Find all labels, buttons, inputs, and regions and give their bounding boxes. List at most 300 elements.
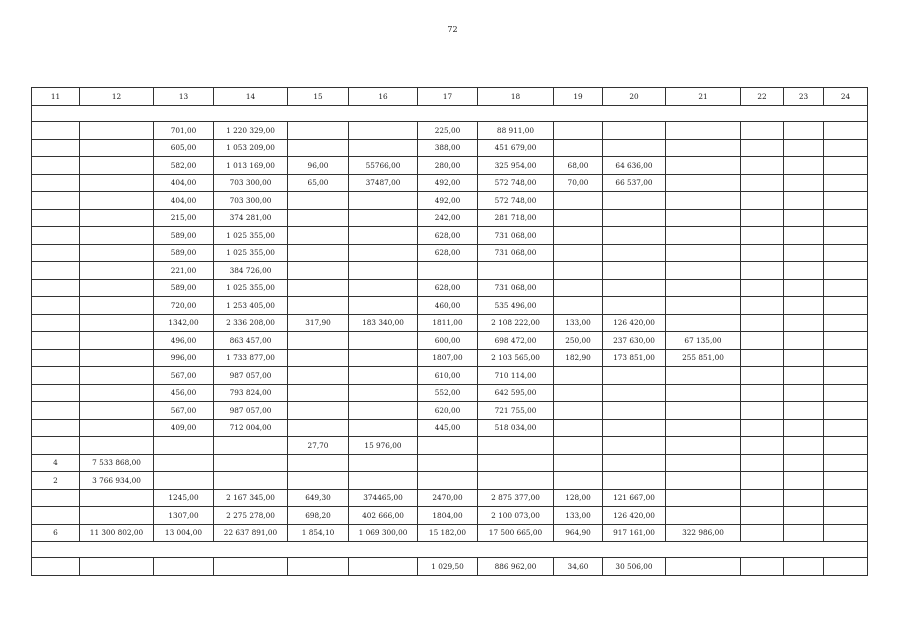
table-cell (32, 122, 80, 140)
table-cell (666, 227, 741, 245)
table-cell (741, 419, 784, 437)
table-cell: 535 496,00 (478, 297, 554, 315)
table-cell (784, 367, 824, 385)
table-cell (349, 279, 418, 297)
table-cell (824, 122, 868, 140)
table-cell: 863 457,00 (214, 332, 288, 350)
table-cell: 133,00 (554, 507, 603, 525)
table-cell: 225,00 (418, 122, 478, 140)
table-cell: 66 537,00 (603, 174, 666, 192)
table-cell: 720,00 (154, 297, 214, 315)
table-cell: 987 057,00 (214, 367, 288, 385)
table-cell (666, 507, 741, 525)
table-cell: 7 533 868,00 (80, 454, 154, 472)
table-cell: 22 637 891,00 (214, 524, 288, 542)
table-cell: 64 636,00 (603, 157, 666, 175)
table-cell: 2 875 377,00 (478, 489, 554, 507)
table-cell (824, 174, 868, 192)
table-cell (666, 279, 741, 297)
table-cell: 1 069 300,00 (349, 524, 418, 542)
table-cell: 1 854,10 (288, 524, 349, 542)
table-cell (288, 122, 349, 140)
table-cell (288, 367, 349, 385)
table-cell: 567,00 (154, 367, 214, 385)
table-cell: 600,00 (418, 332, 478, 350)
table-cell (349, 558, 418, 576)
table-cell (741, 297, 784, 315)
table-cell: 582,00 (154, 157, 214, 175)
column-header: 17 (418, 88, 478, 106)
table-cell: 173 851,00 (603, 349, 666, 367)
table-cell: 1 025 355,00 (214, 244, 288, 262)
table-cell (784, 209, 824, 227)
column-header: 21 (666, 88, 741, 106)
blank-cell (32, 106, 868, 122)
table-cell (154, 472, 214, 490)
table-cell (288, 297, 349, 315)
table-cell: 281 718,00 (478, 209, 554, 227)
table-cell (288, 419, 349, 437)
table-cell: 2 100 073,00 (478, 507, 554, 525)
table-cell (32, 157, 80, 175)
table-cell (824, 472, 868, 490)
table-cell (784, 122, 824, 140)
table-cell (478, 262, 554, 280)
table-row (32, 174, 868, 192)
table-cell (32, 489, 80, 507)
table-cell (32, 314, 80, 332)
table-cell: 698,20 (288, 507, 349, 525)
table-cell (80, 384, 154, 402)
table-cell (32, 227, 80, 245)
table-cell: 126 420,00 (603, 314, 666, 332)
table-cell (80, 157, 154, 175)
table-cell (288, 227, 349, 245)
column-header: 22 (741, 88, 784, 106)
table-cell: 126 420,00 (603, 507, 666, 525)
table-cell: 642 595,00 (478, 384, 554, 402)
table-cell (32, 367, 80, 385)
table-cell (418, 437, 478, 455)
table-cell (80, 507, 154, 525)
table-cell (824, 437, 868, 455)
table-cell: 917 161,00 (603, 524, 666, 542)
table-cell: 589,00 (154, 244, 214, 262)
table-cell (154, 437, 214, 455)
table-cell (554, 454, 603, 472)
table-cell (349, 384, 418, 402)
table-cell: 15 976,00 (349, 437, 418, 455)
table-cell: 698 472,00 (478, 332, 554, 350)
table-cell: 70,00 (554, 174, 603, 192)
column-header: 24 (824, 88, 868, 106)
table-cell (554, 192, 603, 210)
table-cell (349, 367, 418, 385)
table-cell (80, 209, 154, 227)
table-cell (554, 122, 603, 140)
table-cell: 1804,00 (418, 507, 478, 525)
table-cell: 996,00 (154, 349, 214, 367)
table-body (32, 88, 868, 576)
table-cell (80, 227, 154, 245)
table-cell: 237 630,00 (603, 332, 666, 350)
table-cell (666, 489, 741, 507)
table-cell (32, 558, 80, 576)
table-cell (288, 349, 349, 367)
table-cell (784, 279, 824, 297)
table-cell (80, 279, 154, 297)
table-cell (784, 139, 824, 157)
table-cell (784, 227, 824, 245)
table-cell (32, 244, 80, 262)
table-cell (554, 244, 603, 262)
table-cell: 34,60 (554, 558, 603, 576)
table-cell (32, 349, 80, 367)
table-cell (349, 209, 418, 227)
column-header: 19 (554, 88, 603, 106)
table-cell: 3 766 934,00 (80, 472, 154, 490)
table-cell (741, 454, 784, 472)
table-cell: 649,30 (288, 489, 349, 507)
table-cell (784, 419, 824, 437)
table-cell (741, 507, 784, 525)
table-cell (824, 192, 868, 210)
table-cell: 13 004,00 (154, 524, 214, 542)
table-cell: 68,00 (554, 157, 603, 175)
table-cell: 628,00 (418, 279, 478, 297)
table-cell (741, 472, 784, 490)
column-header: 11 (32, 88, 80, 106)
table-cell: 30 506,00 (603, 558, 666, 576)
table-cell (666, 437, 741, 455)
table-cell: 183 340,00 (349, 314, 418, 332)
table-cell: 552,00 (418, 384, 478, 402)
table-cell (603, 384, 666, 402)
table-cell (288, 262, 349, 280)
table-cell (666, 367, 741, 385)
table-cell (349, 192, 418, 210)
table-cell (824, 419, 868, 437)
table-row (32, 332, 868, 350)
table-cell: 793 824,00 (214, 384, 288, 402)
table-cell (666, 174, 741, 192)
table-cell (784, 157, 824, 175)
table-cell: 620,00 (418, 402, 478, 420)
table-cell: 710 114,00 (478, 367, 554, 385)
table-cell (603, 279, 666, 297)
table-cell (554, 209, 603, 227)
table-cell (741, 558, 784, 576)
table-cell (554, 139, 603, 157)
table-cell (32, 419, 80, 437)
table-cell (603, 472, 666, 490)
table-cell (824, 558, 868, 576)
table-row (32, 558, 868, 576)
table-cell: 1 253 405,00 (214, 297, 288, 315)
table-cell (32, 384, 80, 402)
table-cell: 404,00 (154, 192, 214, 210)
table-row (32, 489, 868, 507)
table-cell (824, 402, 868, 420)
table-cell: 572 748,00 (478, 192, 554, 210)
table-cell (741, 174, 784, 192)
table-cell: 402 666,00 (349, 507, 418, 525)
table-cell (741, 227, 784, 245)
table-cell (32, 402, 80, 420)
table-cell (349, 297, 418, 315)
table-cell: 1 025 355,00 (214, 227, 288, 245)
table-cell (824, 314, 868, 332)
table-cell (741, 279, 784, 297)
table-cell: 2470,00 (418, 489, 478, 507)
table-cell (349, 262, 418, 280)
table-cell (666, 139, 741, 157)
table-cell: 27,70 (288, 437, 349, 455)
table-cell: 6 (32, 524, 80, 542)
table-cell: 572 748,00 (478, 174, 554, 192)
table-cell (784, 314, 824, 332)
table-cell: 605,00 (154, 139, 214, 157)
table-cell (603, 367, 666, 385)
table-cell: 492,00 (418, 192, 478, 210)
column-header: 23 (784, 88, 824, 106)
table-cell (80, 332, 154, 350)
table-cell (80, 367, 154, 385)
table-row (32, 524, 868, 542)
table-cell (784, 192, 824, 210)
table-cell: 886 962,00 (478, 558, 554, 576)
table-cell: 628,00 (418, 244, 478, 262)
table-cell (666, 157, 741, 175)
table-cell (824, 244, 868, 262)
table-cell: 133,00 (554, 314, 603, 332)
table-cell (824, 524, 868, 542)
table-cell (32, 332, 80, 350)
table-cell: 2 103 565,00 (478, 349, 554, 367)
table-cell (32, 139, 80, 157)
table-cell (603, 244, 666, 262)
table-cell (741, 489, 784, 507)
table-cell (824, 367, 868, 385)
table-cell (554, 367, 603, 385)
column-header: 18 (478, 88, 554, 106)
table-cell (666, 297, 741, 315)
table-cell: 987 057,00 (214, 402, 288, 420)
table-cell (32, 297, 80, 315)
table-cell: 1 053 209,00 (214, 139, 288, 157)
table-cell: 37487,00 (349, 174, 418, 192)
table-cell (80, 262, 154, 280)
table-header-row (32, 88, 868, 106)
table-cell (32, 437, 80, 455)
table-row (32, 507, 868, 525)
table-cell: 518 034,00 (478, 419, 554, 437)
table-cell: 15 182,00 (418, 524, 478, 542)
table-cell (80, 419, 154, 437)
table-cell: 456,00 (154, 384, 214, 402)
table-cell (741, 314, 784, 332)
table-row (32, 139, 868, 157)
table-cell (554, 419, 603, 437)
table-cell (288, 192, 349, 210)
table-cell (554, 262, 603, 280)
table-cell: 409,00 (154, 419, 214, 437)
table-cell: 1 025 355,00 (214, 279, 288, 297)
table-cell (824, 507, 868, 525)
table-cell: 325 954,00 (478, 157, 554, 175)
table-cell (666, 122, 741, 140)
table-cell: 1807,00 (418, 349, 478, 367)
table-cell: 182,90 (554, 349, 603, 367)
table-cell (80, 192, 154, 210)
table-cell (666, 558, 741, 576)
table-cell: 4 (32, 454, 80, 472)
table-cell (666, 244, 741, 262)
table-cell: 589,00 (154, 227, 214, 245)
table-cell (603, 437, 666, 455)
table-cell (80, 244, 154, 262)
table-cell (349, 122, 418, 140)
table-cell (554, 384, 603, 402)
table-cell (554, 402, 603, 420)
table-cell: 567,00 (154, 402, 214, 420)
table-row (32, 402, 868, 420)
table-cell (666, 472, 741, 490)
table-cell: 703 300,00 (214, 192, 288, 210)
table-cell: 88 911,00 (478, 122, 554, 140)
table-cell (824, 262, 868, 280)
table-row (32, 122, 868, 140)
column-header: 14 (214, 88, 288, 106)
table-cell (824, 332, 868, 350)
table-row (32, 279, 868, 297)
table-cell: 701,00 (154, 122, 214, 140)
table-cell (554, 437, 603, 455)
table-cell (784, 332, 824, 350)
table-cell: 374 281,00 (214, 209, 288, 227)
table-row (32, 297, 868, 315)
table-row (32, 349, 868, 367)
table-cell: 1 733 877,00 (214, 349, 288, 367)
table-cell (666, 454, 741, 472)
table-row (32, 262, 868, 280)
table-cell (32, 192, 80, 210)
table-cell (349, 332, 418, 350)
table-row (32, 472, 868, 490)
table-cell (80, 314, 154, 332)
table-cell: 731 068,00 (478, 227, 554, 245)
table-cell: 384 726,00 (214, 262, 288, 280)
table-cell (80, 489, 154, 507)
table-row (32, 192, 868, 210)
table-cell (80, 174, 154, 192)
table-cell: 1 220 329,00 (214, 122, 288, 140)
table-cell (349, 419, 418, 437)
blank-row (32, 106, 868, 122)
table-cell (214, 558, 288, 576)
table-cell (214, 437, 288, 455)
table-cell (784, 349, 824, 367)
table-cell: 1307,00 (154, 507, 214, 525)
table-cell (288, 139, 349, 157)
table-cell (288, 332, 349, 350)
table-cell (32, 507, 80, 525)
blank-row (32, 542, 868, 558)
data-table (31, 87, 868, 576)
table-cell (741, 262, 784, 280)
table-cell: 1 013 169,00 (214, 157, 288, 175)
table-cell (824, 489, 868, 507)
table-cell: 492,00 (418, 174, 478, 192)
table-cell (784, 262, 824, 280)
table-cell (349, 139, 418, 157)
table-cell (603, 139, 666, 157)
table-cell (824, 139, 868, 157)
column-header: 13 (154, 88, 214, 106)
table-cell (288, 209, 349, 227)
table-row (32, 454, 868, 472)
table-cell (784, 174, 824, 192)
table-cell (784, 472, 824, 490)
table-cell: 374465,00 (349, 489, 418, 507)
table-cell (784, 402, 824, 420)
table-cell (349, 454, 418, 472)
column-header: 20 (603, 88, 666, 106)
table-cell (349, 472, 418, 490)
table-cell: 1245,00 (154, 489, 214, 507)
table-row (32, 367, 868, 385)
table-cell (478, 454, 554, 472)
table-cell (214, 472, 288, 490)
table-cell: 67 135,00 (666, 332, 741, 350)
table-cell (349, 227, 418, 245)
table-cell (784, 489, 824, 507)
table-cell (349, 402, 418, 420)
table-cell (741, 402, 784, 420)
table-cell: 55766,00 (349, 157, 418, 175)
table-cell (603, 297, 666, 315)
table-cell: 242,00 (418, 209, 478, 227)
table-cell (288, 472, 349, 490)
table-cell (603, 454, 666, 472)
table-cell: 128,00 (554, 489, 603, 507)
table-cell (32, 209, 80, 227)
table-cell (80, 297, 154, 315)
table-cell (554, 279, 603, 297)
table-cell (418, 472, 478, 490)
table-cell: 628,00 (418, 227, 478, 245)
table-row (32, 384, 868, 402)
table-cell (741, 139, 784, 157)
table-cell: 322 986,00 (666, 524, 741, 542)
table-cell (784, 384, 824, 402)
table-cell: 317,90 (288, 314, 349, 332)
table-row (32, 209, 868, 227)
table-cell (214, 454, 288, 472)
table-cell (154, 454, 214, 472)
table-cell: 215,00 (154, 209, 214, 227)
table-cell: 121 667,00 (603, 489, 666, 507)
table-cell (666, 192, 741, 210)
table-cell (603, 419, 666, 437)
table-cell (32, 174, 80, 192)
table-cell (478, 437, 554, 455)
table-cell (741, 192, 784, 210)
table-cell (741, 437, 784, 455)
table-cell: 712 004,00 (214, 419, 288, 437)
table-cell (784, 244, 824, 262)
table-row (32, 314, 868, 332)
